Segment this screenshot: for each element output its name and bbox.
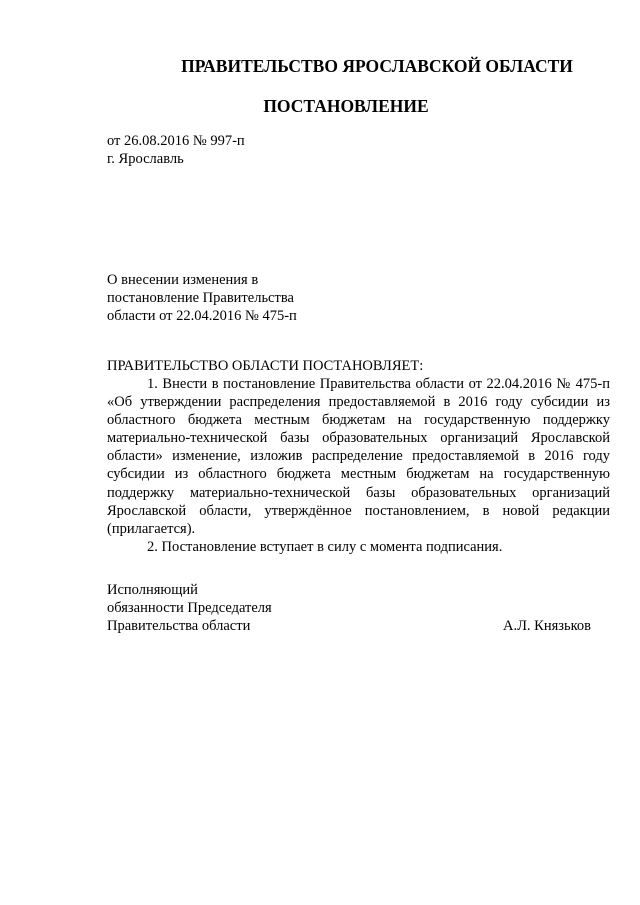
date-and-number: от 26.08.2016 № 997-п: [107, 133, 245, 149]
body-paragraph-1: 1. Внести в постановление Правительства области от 22.04.2016 № 475-п «Об утверждении распределения предоставляемой в 2016 году субсидии из областного бюджета местным бюджетам на государственную поддержку материально-технической базы образовательных организаций Ярославской области» изменение, изложив распределение предоставляемой в 2016 году субсидии из областного бюджета местным бюджетам на государственную поддержку материально-технической базы образовательных организаций Ярославской области, утверждённое постановлением, в новой редакции (прилагается).: [107, 376, 610, 537]
document-subject: [107, 271, 297, 325]
signature-row: [107, 617, 591, 635]
document-body: [107, 375, 610, 556]
subject-line: области от 22.04.2016 № 475-п: [107, 308, 297, 324]
signature-block: [107, 581, 591, 635]
government-title: ПРАВИТЕЛЬСТВО ЯРОСЛАВСКОЙ ОБЛАСТИ: [181, 56, 573, 76]
signatory-title-line: Правительства области: [107, 618, 251, 634]
city: г. Ярославль: [107, 151, 184, 167]
document-type-title: ПОСТАНОВЛЕНИЕ: [263, 96, 429, 116]
signatory-title-line: обязанности Председателя: [107, 600, 272, 616]
body-paragraph-2: 2. Постановление вступает в силу с момента подписания.: [147, 538, 503, 555]
resolves-heading: ПРАВИТЕЛЬСТВО ОБЛАСТИ ПОСТАНОВЛЯЕТ:: [107, 358, 424, 374]
signatory-title-line: Исполняющий: [107, 582, 198, 598]
document-meta: [107, 132, 245, 168]
subject-line: О внесении изменения в: [107, 272, 259, 288]
signatory-name: А.Л. Князьков: [502, 618, 591, 634]
subject-line: постановление Правительства: [107, 290, 294, 306]
